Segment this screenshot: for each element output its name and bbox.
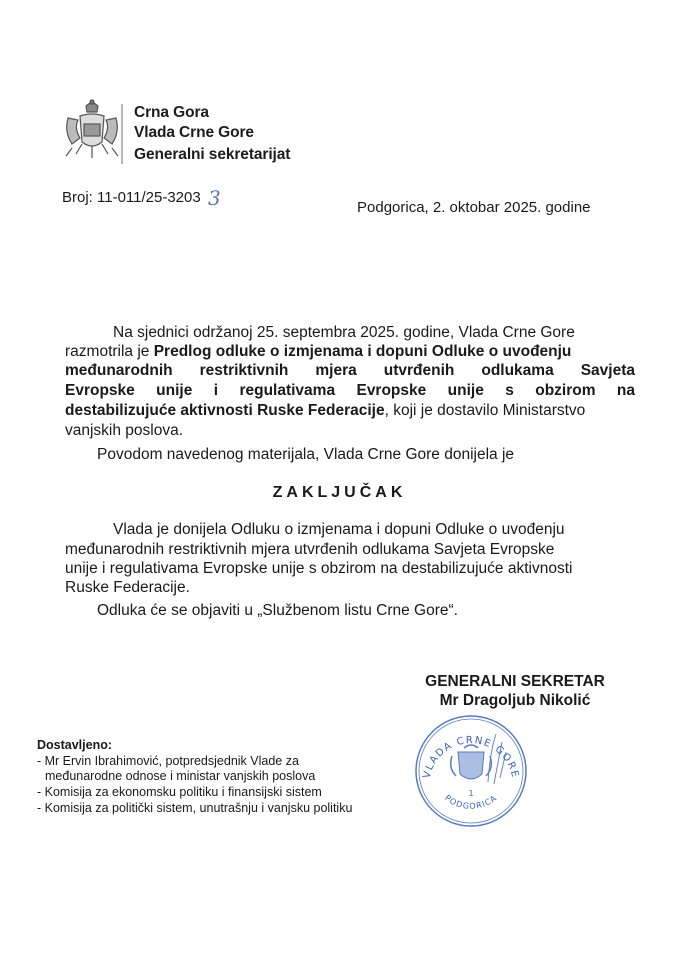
distribution-item: - Komisija za ekonomsku politiku i finansijski sistem <box>37 785 322 799</box>
svg-text:1: 1 <box>468 789 474 798</box>
handwritten-suffix: 3 <box>208 186 221 210</box>
header-country: Crna Gora <box>134 104 209 121</box>
intro-line: Na sjednici održanoj 25. septembra 2025. godine, Vlada Crne Gore <box>113 324 575 341</box>
header-secretariat: Generalni sekretarijat <box>134 146 291 163</box>
conclusion-line: međunarodnih restriktivnih mjera utvrđenih odlukama Savjeta Evropske <box>65 541 555 558</box>
intro-line: međunarodnih restriktivnih mjera utvrđenih odlukama Savjeta <box>65 362 635 379</box>
conclusion-line: Odluka će se objaviti u „Službenom listu Crne Gore“. <box>97 602 458 619</box>
conclusion-line: unije i regulativama Evropske unije s obzirom na destabilizujuće aktivnosti <box>65 560 573 577</box>
distribution-item: - Komisija za politički sistem, unutrašnju i vanjsku politiku <box>37 801 353 815</box>
official-stamp <box>412 712 530 830</box>
conclusion-line: Vlada je donijela Odluku o izmjenama i dopuni Odluke o uvođenju <box>113 521 565 538</box>
signature-name: Mr Dragoljub Nikolić <box>439 692 591 709</box>
place-date: Podgorica, 2. oktobar 2025. godine <box>357 199 591 216</box>
distribution-item: međunarodne odnose i ministar vanjskih poslova <box>45 769 316 783</box>
distribution-item: - Mr Ervin Ibrahimović, potpredsjednik Vlade za <box>37 754 299 768</box>
svg-text:VLADA CRNE GORE: VLADA CRNE GORE <box>421 735 521 780</box>
montenegro-coat-of-arms-icon <box>62 98 122 162</box>
conclusion-line: Ruske Federacije. <box>65 579 190 596</box>
header-government: Vlada Crne Gore <box>134 124 254 141</box>
header-divider <box>121 104 123 164</box>
intro-decision-line: Povodom navedenog materijala, Vlada Crne Gore donijela je <box>97 446 515 463</box>
svg-text:PODGORICA: PODGORICA <box>443 793 499 811</box>
intro-line: Evropske unije i regulativama Evropske unije s obzirom na <box>65 382 635 399</box>
intro-line: destabilizujuće aktivnosti Ruske Federacije, koji je dostavilo Ministarstvo <box>65 402 586 419</box>
intro-line: vanjskih poslova. <box>65 422 184 439</box>
signature-title: GENERALNI SEKRETAR <box>425 673 605 690</box>
conclusion-title: ZAKLJUČAK <box>272 484 407 501</box>
reference-number: Broj: 11-011/25-3203 <box>62 189 201 206</box>
intro-line: razmotrila je Predlog odluke o izmjenama i dopuni Odluke o uvođenju <box>65 343 572 360</box>
distribution-heading: Dostavljeno: <box>37 738 113 752</box>
